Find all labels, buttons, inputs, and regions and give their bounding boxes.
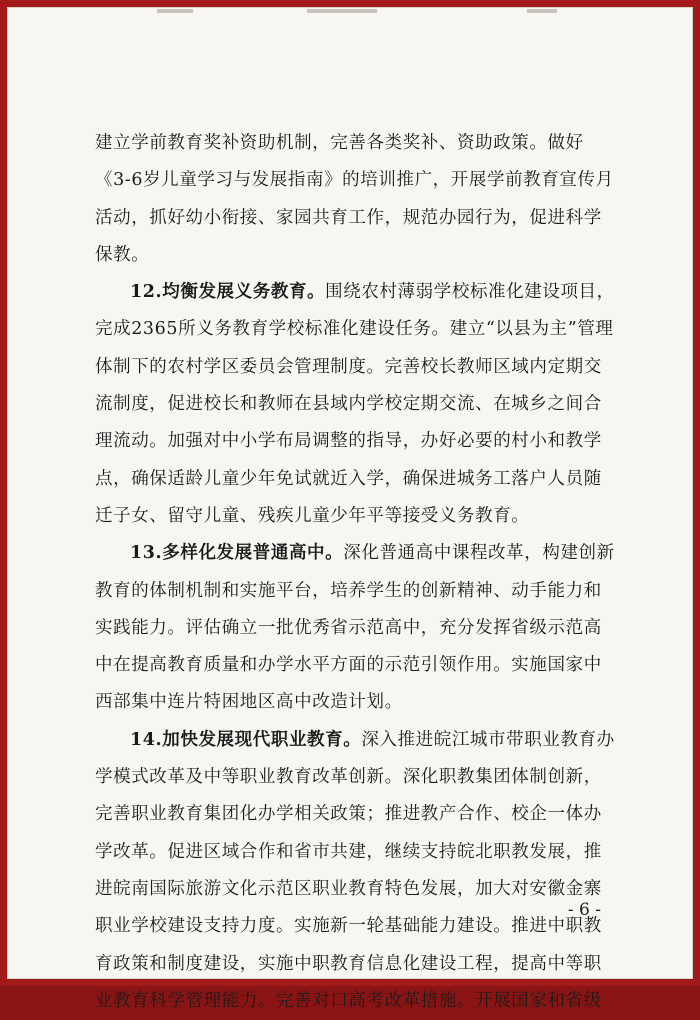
section-heading-13: 13.多样化发展普通高中。 (130, 543, 344, 564)
section-heading-12: 12.均衡发展义务教育。 (130, 282, 326, 303)
scan-top-marks (7, 7, 693, 17)
paragraph-14 (95, 722, 615, 1020)
section-heading-14: 14.加快发展现代职业教育。 (130, 729, 362, 750)
paragraph-13 (95, 535, 615, 721)
paragraph-12 (95, 274, 615, 535)
paragraph-text: 围绕农村薄弱学校标准化建设项目，完成2365所义务教育学校标准化建设任务。建立“以县为主”管理体制下的农村学区委员会管理制度。完善校长教师区域内定期交流制度，促进校长和教师在县域内学校定期交流、在城乡之间合理流动。加强对中小学布局调整的指导，办好必要的村小和教学点，确保适龄儿童少年免试就近入学，确保进城务工落户人员随迁子女、留守儿童、残疾儿童少年平等接受义务教育。 (95, 282, 615, 526)
scan-mark (527, 9, 557, 13)
scan-mark (157, 9, 193, 13)
page-number: - 6 - (567, 900, 601, 920)
paragraph-continuation (95, 125, 615, 274)
scan-mark (307, 9, 377, 13)
paragraph-text: 深入推进皖江城市带职业教育办学模式改革及中等职业教育改革创新。深化职教集团体制创新，完善职业教育集团化办学相关政策；推进教产合作、校企一体办学改革。促进区域合作和省市共建，继续支持皖北职教发展，推进皖南国际旅游文化示范区职业教育特色发展，加大对安徽金寨职业学校建设支持力度。实施新一轮基础能力建设。推进中职教育政策和制度建设，实施中职教育信息化建设工程，提高中等职业教育科学管理能力。完善对口高考改革措施。开展国家和省级 (95, 729, 615, 1011)
document-page (7, 7, 693, 1011)
paragraph-text: 深化普通高中课程改革，构建创新教育的体制机制和实施平台，培养学生的创新精神、动手能力和实践能力。评估确立一批优秀省示范高中，充分发挥省级示范高中在提高教育质量和办学水平方面的示范引领作用。实施国家中西部集中连片特困地区高中改造计划。 (95, 543, 615, 713)
paragraph-text: 建立学前教育奖补资助机制，完善各类奖补、资助政策。做好《3-6岁儿童学习与发展指南》的培训推广，开展学前教育宣传月活动，抓好幼小衔接、家园共育工作，规范办园行为，促进科学保教。 (95, 133, 614, 265)
document-body (95, 125, 615, 1020)
